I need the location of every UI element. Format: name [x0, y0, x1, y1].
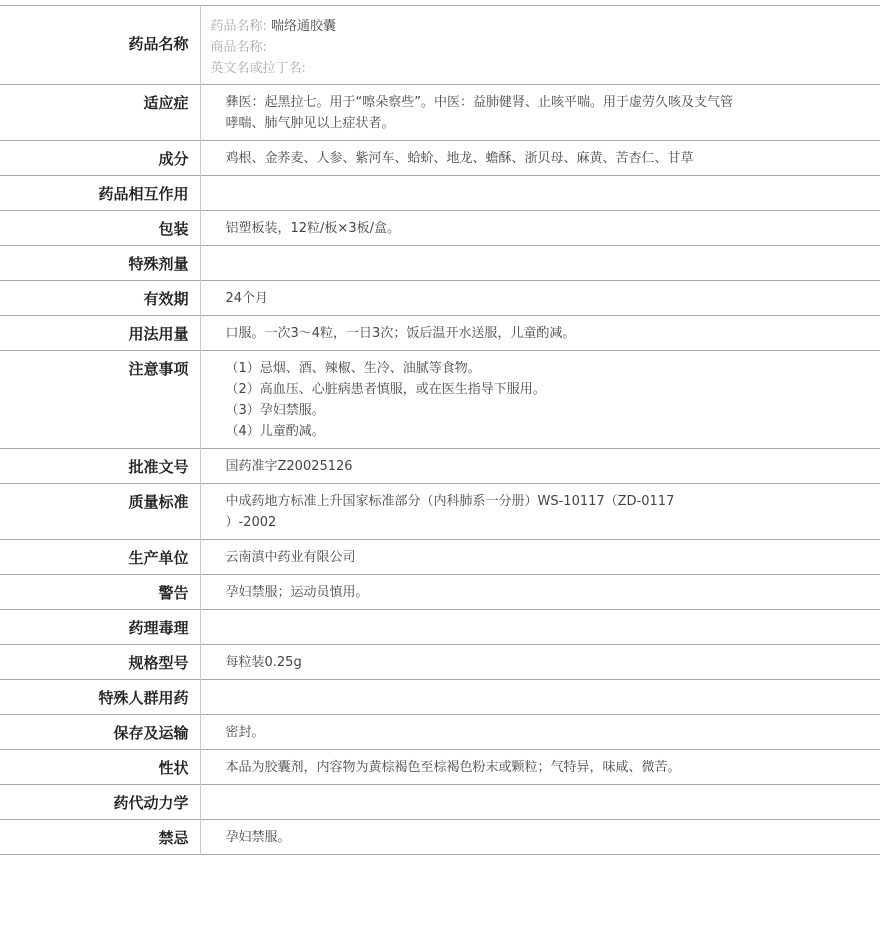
- label-description: 性状: [0, 750, 200, 785]
- generic-name-line: [211, 16, 871, 37]
- row-specification: [0, 645, 880, 680]
- value-usage: 口服。一次3～4粒，一日3次；饭后温开水送服，儿童酌减。: [225, 326, 576, 341]
- label-warning: 警告: [0, 575, 200, 610]
- label-pharmacology: 药理毒理: [0, 610, 200, 645]
- label-packaging: 包装: [0, 211, 200, 246]
- label-usage: 用法用量: [0, 316, 200, 351]
- row-usage: [0, 316, 880, 351]
- row-warning: [0, 575, 880, 610]
- value-quality-standard: [200, 484, 880, 540]
- row-precautions: [0, 351, 880, 449]
- precaution-item: （4）儿童酌减。: [225, 424, 325, 439]
- value-contraindications: 孕妇禁服。: [225, 830, 291, 845]
- precaution-item: （2）高血压、心脏病患者慎服，或在医生指导下服用。: [225, 382, 546, 397]
- value-indications: [200, 85, 880, 141]
- row-approval-number: [0, 449, 880, 484]
- value-special-dosage: [200, 246, 880, 281]
- label-storage: 保存及运输: [0, 715, 200, 750]
- precaution-item: （3）孕妇禁服。: [225, 403, 325, 418]
- value-ingredients: 鸡根、金荞麦、人参、紫河车、蛤蚧、地龙、蟾酥、浙贝母、麻黄、苦杏仁、甘草: [225, 151, 694, 166]
- trade-name-line: [211, 37, 871, 58]
- row-indications: [0, 85, 880, 141]
- indications-line-2: 哮喘、肺气肿见以上症状者。: [225, 116, 395, 131]
- label-precautions: 注意事项: [0, 351, 200, 449]
- row-interactions: [0, 176, 880, 211]
- row-ingredients: [0, 141, 880, 176]
- value-packaging: 铝塑板装，12粒/板×3板/盒。: [225, 221, 400, 236]
- row-special-population: [0, 680, 880, 715]
- generic-name-label: 药品名称:: [210, 19, 267, 34]
- label-indications: 适应症: [0, 85, 200, 141]
- value-special-population: [200, 680, 880, 715]
- trade-name-label: 商品名称:: [210, 40, 267, 55]
- value-approval-number: 国药准字Z20025126: [225, 459, 353, 474]
- row-contraindications: [0, 820, 880, 855]
- row-description: [0, 750, 880, 785]
- value-warning: 孕妇禁服；运动员慎用。: [225, 585, 369, 600]
- label-specification: 规格型号: [0, 645, 200, 680]
- row-storage: [0, 715, 880, 750]
- row-packaging: [0, 211, 880, 246]
- generic-name-value: 喘络通胶囊: [271, 19, 337, 34]
- value-pharmacology: [200, 610, 880, 645]
- label-special-population: 特殊人群用药: [0, 680, 200, 715]
- value-description: 本品为胶囊剂，内容物为黄棕褐色至棕褐色粉末或颗粒；气特异，味咸、微苦。: [225, 760, 681, 775]
- value-storage: 密封。: [225, 725, 265, 740]
- quality-standard-line-2: ）-2002: [225, 515, 277, 530]
- value-pharmacokinetics: [200, 785, 880, 820]
- label-manufacturer: 生产单位: [0, 540, 200, 575]
- row-quality-standard: [0, 484, 880, 540]
- label-approval-number: 批准文号: [0, 449, 200, 484]
- label-interactions: 药品相互作用: [0, 176, 200, 211]
- label-quality-standard: 质量标准: [0, 484, 200, 540]
- drug-info-table: [0, 5, 880, 855]
- label-drug-name: 药品名称: [0, 6, 200, 85]
- row-manufacturer: [0, 540, 880, 575]
- row-pharmacology: [0, 610, 880, 645]
- precaution-item: （1）忌烟、酒、辣椒、生冷、油腻等食物。: [225, 361, 481, 376]
- row-pharmacokinetics: [0, 785, 880, 820]
- drug-name-block: [200, 6, 880, 85]
- label-special-dosage: 特殊剂量: [0, 246, 200, 281]
- row-special-dosage: [0, 246, 880, 281]
- value-interactions: [200, 176, 880, 211]
- english-name-line: [211, 58, 871, 79]
- label-shelf-life: 有效期: [0, 281, 200, 316]
- row-drug-name: [0, 6, 880, 85]
- indications-line-1: 彝医：起黑拉七。用于“嚓朵察些”。中医：益肺健肾、止咳平喘。用于虚劳久咳及支气管: [225, 95, 733, 110]
- value-specification: 每粒装0.25g: [225, 655, 302, 670]
- value-manufacturer: 云南滇中药业有限公司: [225, 550, 356, 565]
- value-shelf-life: 24个月: [225, 291, 269, 306]
- english-name-label: 英文名或拉丁名:: [210, 61, 306, 76]
- quality-standard-line-1: 中成药地方标准上升国家标准部分（内科肺系一分册）WS-10117（ZD-0117: [225, 494, 675, 509]
- row-shelf-life: [0, 281, 880, 316]
- label-pharmacokinetics: 药代动力学: [0, 785, 200, 820]
- value-precautions: [200, 351, 880, 449]
- label-ingredients: 成分: [0, 141, 200, 176]
- label-contraindications: 禁忌: [0, 820, 200, 855]
